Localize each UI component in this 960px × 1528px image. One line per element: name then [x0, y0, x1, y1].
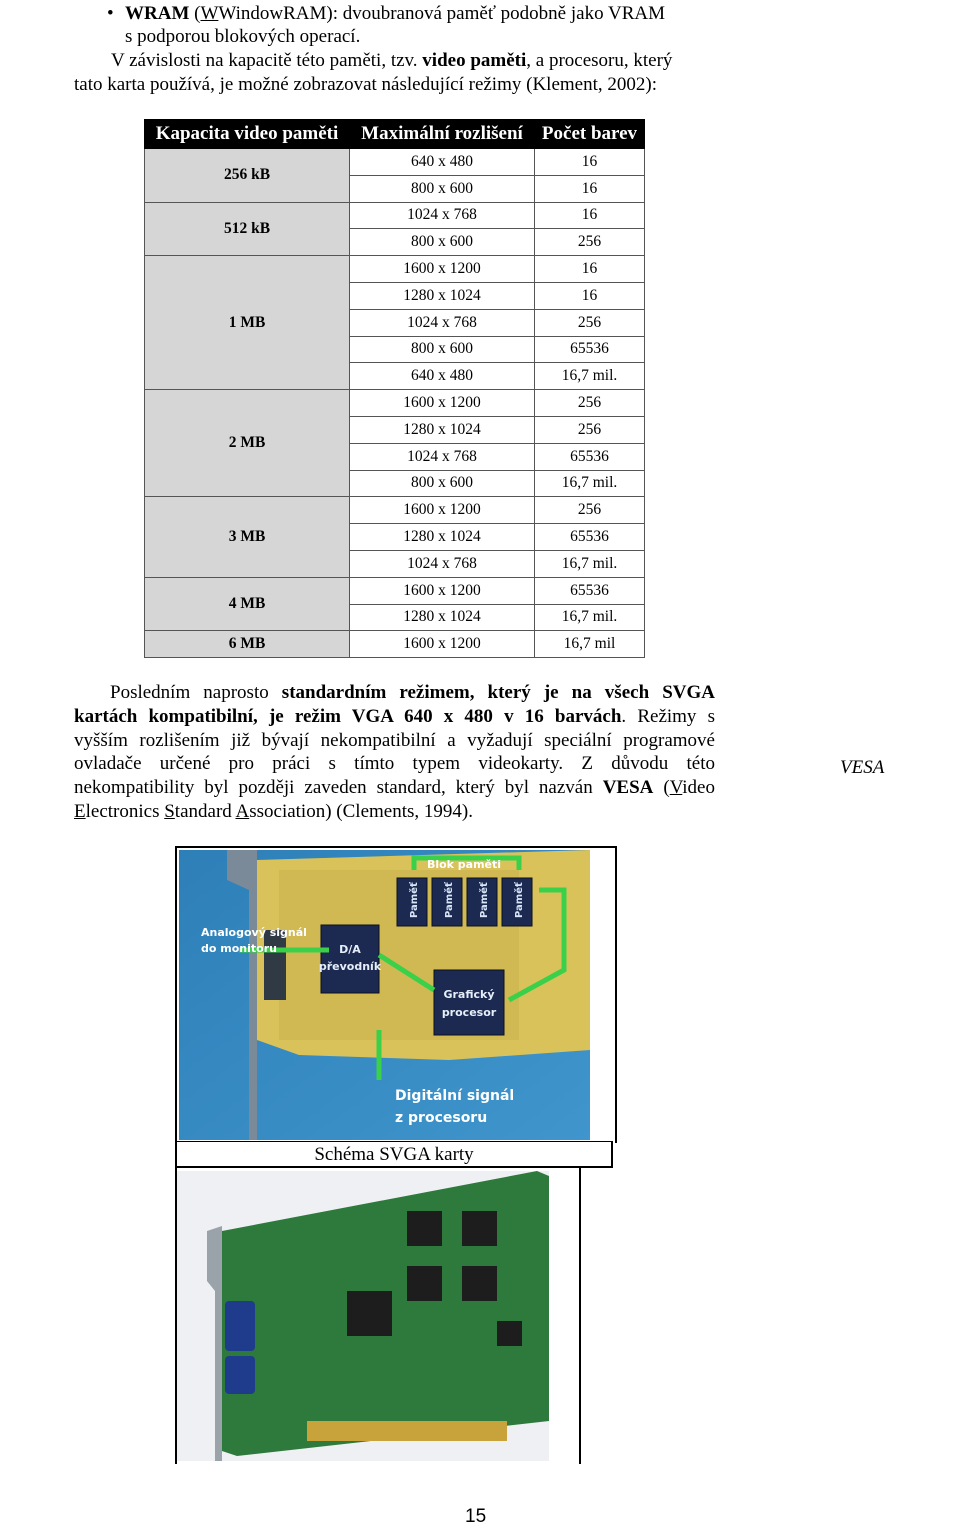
paragraph-line-6: Electronics Standard Association) (Clements, 1994). — [74, 801, 473, 822]
capacity-cell: 512 kB — [145, 202, 350, 256]
analog-label-1: Analogový signál — [201, 926, 307, 939]
svga-schematic-photo — [179, 850, 590, 1140]
colors-cell: 16 — [535, 175, 645, 202]
bullet-line-1: WRAM (WWindowRAM): dvoubranová paměť podobně jako VRAM — [125, 3, 665, 24]
capacity-cell: 1 MB — [145, 256, 350, 390]
colors-cell: 16,7 mil. — [535, 470, 645, 497]
colors-cell: 256 — [535, 497, 645, 524]
svga-schematic-frame — [175, 846, 617, 1143]
resolution-cell: 1024 x 768 — [350, 202, 535, 229]
capacity-cell: 256 kB — [145, 149, 350, 203]
resolution-cell: 1600 x 1200 — [350, 577, 535, 604]
paragraph-line-1: Posledním naprosto standardním režimem, který je na všech SVGA — [110, 682, 715, 703]
capacity-cell: 4 MB — [145, 577, 350, 631]
paragraph-line-3: vyšším rozlišením již bývají nekompatibilní a vyžadují speciální programové — [74, 730, 715, 751]
paragraph-line-2: kartách kompatibilní, je režim VGA 640 x 480 v 16 barvách. Režimy s — [74, 706, 715, 727]
video-memory-table — [144, 119, 645, 658]
intro-line-2: tato karta používá, je možné zobrazovat následující režimy (Klement, 2002): — [74, 74, 657, 95]
colors-cell: 16 — [535, 282, 645, 309]
wram-term: WRAM — [125, 3, 190, 24]
mem-label-1: Paměť — [409, 882, 420, 918]
table-row — [145, 149, 645, 176]
resolution-cell: 1280 x 1024 — [350, 604, 535, 631]
table-row — [145, 256, 645, 283]
colors-cell: 16 — [535, 256, 645, 283]
colors-cell: 16,7 mil. — [535, 363, 645, 390]
resolution-cell: 1600 x 1200 — [350, 256, 535, 283]
mem-label-3: Paměť — [479, 882, 490, 918]
table-row — [145, 390, 645, 417]
colors-cell: 65536 — [535, 577, 645, 604]
capacity-cell: 6 MB — [145, 631, 350, 658]
digital-label-1: Digitální signál — [395, 1088, 515, 1104]
resolution-cell: 1280 x 1024 — [350, 524, 535, 551]
figure-caption: Schéma SVGA karty — [314, 1144, 474, 1165]
blok-label: Blok paměti — [426, 858, 502, 871]
analog-label-2: do monitoru — [201, 942, 277, 955]
gp-label-2: procesor — [441, 1006, 497, 1019]
resolution-cell: 640 x 480 — [350, 149, 535, 176]
resolution-cell: 800 x 600 — [350, 175, 535, 202]
paragraph-line-4: ovladače určené pro práci s tímto typem videokarty. Z důvodu této — [74, 753, 715, 774]
da-label-2: převodník — [318, 960, 382, 973]
mem-label-4: Paměť — [514, 882, 525, 918]
colors-cell: 16 — [535, 149, 645, 176]
da-label-1: D/A — [339, 943, 361, 956]
resolution-cell: 800 x 600 — [350, 336, 535, 363]
table-row — [145, 202, 645, 229]
header-capacity: Kapacita video paměti — [145, 120, 350, 149]
paragraph-line-5: nekompatibility byl později zaveden standard, který byl nazván VESA (Video — [74, 777, 715, 798]
card-photo-frame — [175, 1168, 613, 1464]
colors-cell: 16,7 mil. — [535, 550, 645, 577]
table-row — [145, 577, 645, 604]
page-number: 15 — [465, 1506, 487, 1527]
caption-cell — [175, 1141, 613, 1168]
header-resolution: Maximální rozlišení — [350, 120, 535, 149]
colors-cell: 256 — [535, 416, 645, 443]
capacity-cell: 3 MB — [145, 497, 350, 577]
table-body — [145, 149, 645, 658]
gp-label-1: Grafický — [443, 988, 495, 1001]
resolution-cell: 640 x 480 — [350, 363, 535, 390]
colors-cell: 65536 — [535, 336, 645, 363]
table-row — [145, 497, 645, 524]
colors-cell: 16,7 mil — [535, 631, 645, 658]
resolution-cell: 1280 x 1024 — [350, 282, 535, 309]
resolution-cell: 1600 x 1200 — [350, 497, 535, 524]
colors-cell: 65536 — [535, 524, 645, 551]
resolution-cell: 1600 x 1200 — [350, 390, 535, 417]
colors-cell: 256 — [535, 309, 645, 336]
svga-card-photo — [177, 1171, 549, 1461]
colors-cell: 256 — [535, 229, 645, 256]
bullet-line-2: s podporou blokových operací. — [125, 26, 361, 47]
margin-note-vesa: VESA — [840, 757, 885, 778]
digital-label-2: z procesoru — [395, 1110, 488, 1126]
colors-cell: 16,7 mil. — [535, 604, 645, 631]
resolution-cell: 1600 x 1200 — [350, 631, 535, 658]
colors-cell: 16 — [535, 202, 645, 229]
capacity-cell: 2 MB — [145, 390, 350, 497]
mem-label-2: Paměť — [444, 882, 455, 918]
bullet-symbol: • — [107, 3, 114, 24]
table-row — [145, 631, 645, 658]
colors-cell: 256 — [535, 390, 645, 417]
resolution-cell: 1280 x 1024 — [350, 416, 535, 443]
resolution-cell: 800 x 600 — [350, 229, 535, 256]
resolution-cell: 1024 x 768 — [350, 309, 535, 336]
resolution-cell: 1024 x 768 — [350, 550, 535, 577]
resolution-cell: 1024 x 768 — [350, 443, 535, 470]
header-colors: Počet barev — [535, 120, 645, 149]
intro-line-1: V závislosti na kapacitě této paměti, tzv. video paměti, a procesoru, který — [111, 50, 673, 71]
resolution-cell: 800 x 600 — [350, 470, 535, 497]
table-header-row — [145, 120, 645, 149]
colors-cell: 65536 — [535, 443, 645, 470]
